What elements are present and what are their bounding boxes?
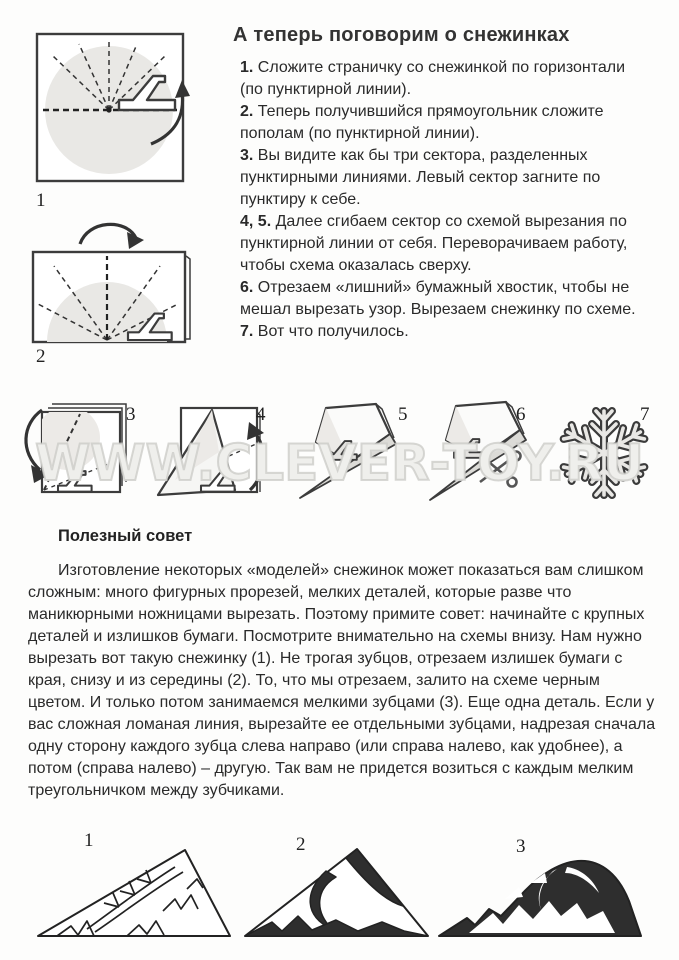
instructions-list [240,57,638,343]
step-number: 2. [240,103,254,120]
diagram-cut-excess-2 [242,845,432,940]
tip-heading: Полезный совет [58,527,193,545]
step-number: 3. [240,147,254,164]
bottom-figure-3-label: 3 [516,836,526,857]
instruction-step-7 [240,321,638,343]
step-number: 7. [240,323,254,340]
step-number: 6. [240,279,254,296]
step-text: Отрезаем «лишний» бумажный хвостик, чтобы не мешал вырезать узор. Вырезаем снежинку по схеме. [240,279,636,318]
figure-6-label: 6 [516,404,526,425]
step-text: Теперь получившийся прямоугольник сложите пополам (по пунктирной линии). [240,103,604,142]
instruction-step-4-5 [240,211,638,277]
step-text: Вот что получилось. [257,323,409,340]
watermark: WWW.CLEVER-TOY.RU [35,434,644,492]
figure-1-label: 1 [36,190,46,211]
instruction-step-6 [240,277,638,321]
diagram-snowflake-pattern-1 [35,845,235,940]
figure-5-label: 5 [398,404,408,425]
step-number: 4, 5. [240,213,272,230]
page-title: А теперь поговорим о снежинках [233,24,570,46]
step-text: Далее сгибаем сектор со схемой вырезания по пунктирной линии от себя. Переворачиваем работу, чтобы схема оказалась сверху. [240,213,628,274]
step-number: 1. [240,59,254,76]
instruction-step-3 [240,145,638,211]
tip-paragraph: Изготовление некоторых «моделей» снежинок может показаться вам слишком сложным: много фигурных прорезей, мелких деталей, которые разве что маникюрными ножницами вырезать. Поэтому примите совет: начинайте с крупных деталей и излишков бумаги. Посмотрите внимательно на схемы внизу. Нам нужно вырезать вот такую снежинку (1). Не трогая зубцов, отрезаем излишек бумаги с края, снизу и из середины (2). То, что мы отрезаем, залито на схеме черным цветом. И только потом занимаемся мелкими зубцами (3). Еще одна деталь. Если у вас сложная ломаная линия, вырезайте ее отдельными зубцами, надрезая сначала одну сторону каждого зубца слева направо (или справа налево, как удобнее), а потом (справа налево) – другую. Так вам не придется возиться с каждым мелким треугольничком между зубчиками. [28,562,656,799]
flip-arrow-icon [80,224,144,249]
figure-2-label: 2 [36,346,46,367]
figure-step1-square-sheet [35,32,195,184]
figure-3-label: 3 [126,404,136,425]
figure-step4-sector-folded [155,400,269,506]
bottom-figure-2-label: 2 [296,834,306,855]
bottom-figure-1-label: 1 [84,830,94,851]
figure-4-label: 4 [256,404,266,425]
instruction-step-1 [240,57,638,101]
figure-7-label: 7 [640,404,650,425]
step-text: Вы видите как бы три сектора, разделенных пунктирными линиями. Левый сектор загните по пунктиру к себе. [240,147,601,208]
step-text: Сложите страничку со снежинкой по горизонтали (по пунктирной линии). [240,59,626,98]
figure-step3-folded-square [18,398,136,504]
figure-step2-folded-rectangle [30,216,198,350]
instruction-step-2 [240,101,638,145]
figure-step5-folded-with-tail [296,400,408,506]
diagram-fine-teeth-3 [435,845,645,940]
